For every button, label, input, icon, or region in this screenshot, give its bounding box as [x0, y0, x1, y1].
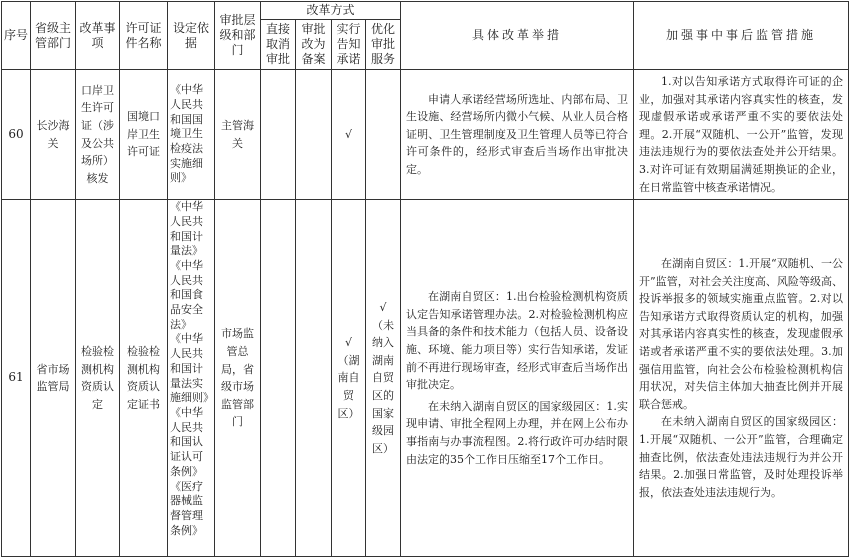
basis-law: 《中华人民共和国国境卫生检疫法实施细则》: [170, 83, 203, 185]
measures-paragraph: 在未纳入湖南自贸区的国家级园区：1.实现申请、审批全程网上办理，并在网上公布办事指南与办事流程图。2.将行政许可办结时限由法定的35个工作日压缩至17个工作日。: [406, 399, 629, 466]
header-supervision: 加强事中事后监管措施: [634, 2, 849, 70]
cell-seq: 61: [2, 200, 31, 557]
cell-dept: 长沙海关: [31, 70, 76, 200]
reform-table: [1, 1, 849, 557]
basis-law: 《中华人民共和国计量法》: [170, 200, 203, 258]
cell-optimize: [366, 70, 401, 200]
basis-law: 《中华人民共和国食品安全法》: [170, 258, 203, 331]
basis-law: 《中华人民共和国认证认可条例》: [170, 406, 203, 478]
table-row: [2, 70, 849, 200]
cell-dept: 省市场监管局: [31, 200, 76, 557]
cell-supervision: [634, 200, 849, 557]
header-basis: 设定依据: [168, 2, 215, 70]
cell-basis: [168, 200, 215, 557]
cell-item: 口岸卫生许可证（涉及公共场所）核发: [76, 70, 120, 200]
basis-law: 《中华人民共和国计量法实施细则》: [170, 332, 214, 405]
cell-supervision: [634, 70, 849, 200]
cell-cancel: [261, 70, 296, 200]
cell-filing: [296, 200, 332, 557]
cell-cancel: [261, 200, 296, 557]
cell-seq: 60: [2, 70, 31, 200]
cell-license: 国境口岸卫生许可证: [120, 70, 168, 200]
header-notify: 实行告知承诺: [332, 20, 366, 70]
header-level: 审批层级和部门: [215, 2, 261, 70]
header-dept: 省级主管部门: [31, 2, 76, 70]
header-item: 改革事项: [76, 2, 120, 70]
cell-optimize: √（未纳入湖南自贸区的国家级园区）: [366, 200, 401, 557]
basis-law: 《医疗器械监督管理条例》: [170, 479, 203, 537]
header-filing: 审批改为备案: [296, 20, 332, 70]
header-cancel: 直接取消审批: [261, 20, 296, 70]
header-measures: 具体改革举措: [401, 2, 634, 70]
cell-notify: √（湖南自贸区）: [332, 200, 366, 557]
cell-license: 检验检测机构资质认定证书: [120, 200, 168, 557]
measures-paragraph: 在湖南自贸区：1.出台检验检测机构资质认定告知承诺管理办法。2.对检验检测机构应当具备的条件和技术能力（包括人员、设备设施、环境、能力项目等）实行告知承诺，发证前不再进行现场审查，经形式审查后当场作出审批决定。: [406, 290, 629, 392]
cell-filing: [296, 70, 332, 200]
supervision-paragraph: 在湖南自贸区：1.开展“双随机、一公开”监管，对社会关注度高、风险等级高、投诉举报多的领域实施重点监管。2.对以告知承诺方式取得资质认定的机构，加强对其承诺内容真实性的核查，发现虚假承诺或者承诺严重不实的要依法处理。3.加强信用监管，向社会公布检验检测机构信用状况，对失信主体加大抽查比例并开展联合惩戒。: [639, 257, 844, 411]
supervision-paragraph: 在未纳入湖南自贸区的国家级园区：1.开展“双随机、一公开”监管，合理确定抽查比例，依法查处违法违规行为并公开结果。2.加强日常监管，及时处理投诉举报，依法查处违法违规行为。: [639, 415, 844, 499]
table-row: [2, 200, 849, 557]
supervision-paragraph: 1.对以告知承诺方式取得许可证的企业，加强对其承诺内容真实性的核查，发现虚假承诺或承诺严重不实的要依法处理。2.开展“双随机、一公开”监管，发现违法违规行为的要依法查处并公开结果。3.对许可证有效期届满延期换证的企业，在日常监管中核查承诺情况。: [639, 75, 844, 194]
cell-notify: √: [332, 70, 366, 200]
cell-item: 检验检测机构资质认定: [76, 200, 120, 557]
cell-measures: [401, 200, 634, 557]
measures-paragraph: 申请人承诺经营场所选址、内部布局、卫生设施、经营场所内微小气候、从业人员合格证明、卫生管理制度及卫生管理人员等已符合许可条件的，经形式审查后当场作出审批决定。: [406, 92, 629, 176]
header-reform-group: 改革方式: [261, 2, 401, 20]
header-license: 许可证件名称: [120, 2, 168, 70]
cell-level: 主管海关: [215, 70, 261, 200]
header-seq: 序号: [2, 2, 31, 70]
cell-measures: [401, 70, 634, 200]
header-optimize: 优化审批服务: [366, 20, 401, 70]
cell-level: 市场监管总局，省级市场监管部门: [215, 200, 261, 557]
cell-basis: [168, 70, 215, 200]
